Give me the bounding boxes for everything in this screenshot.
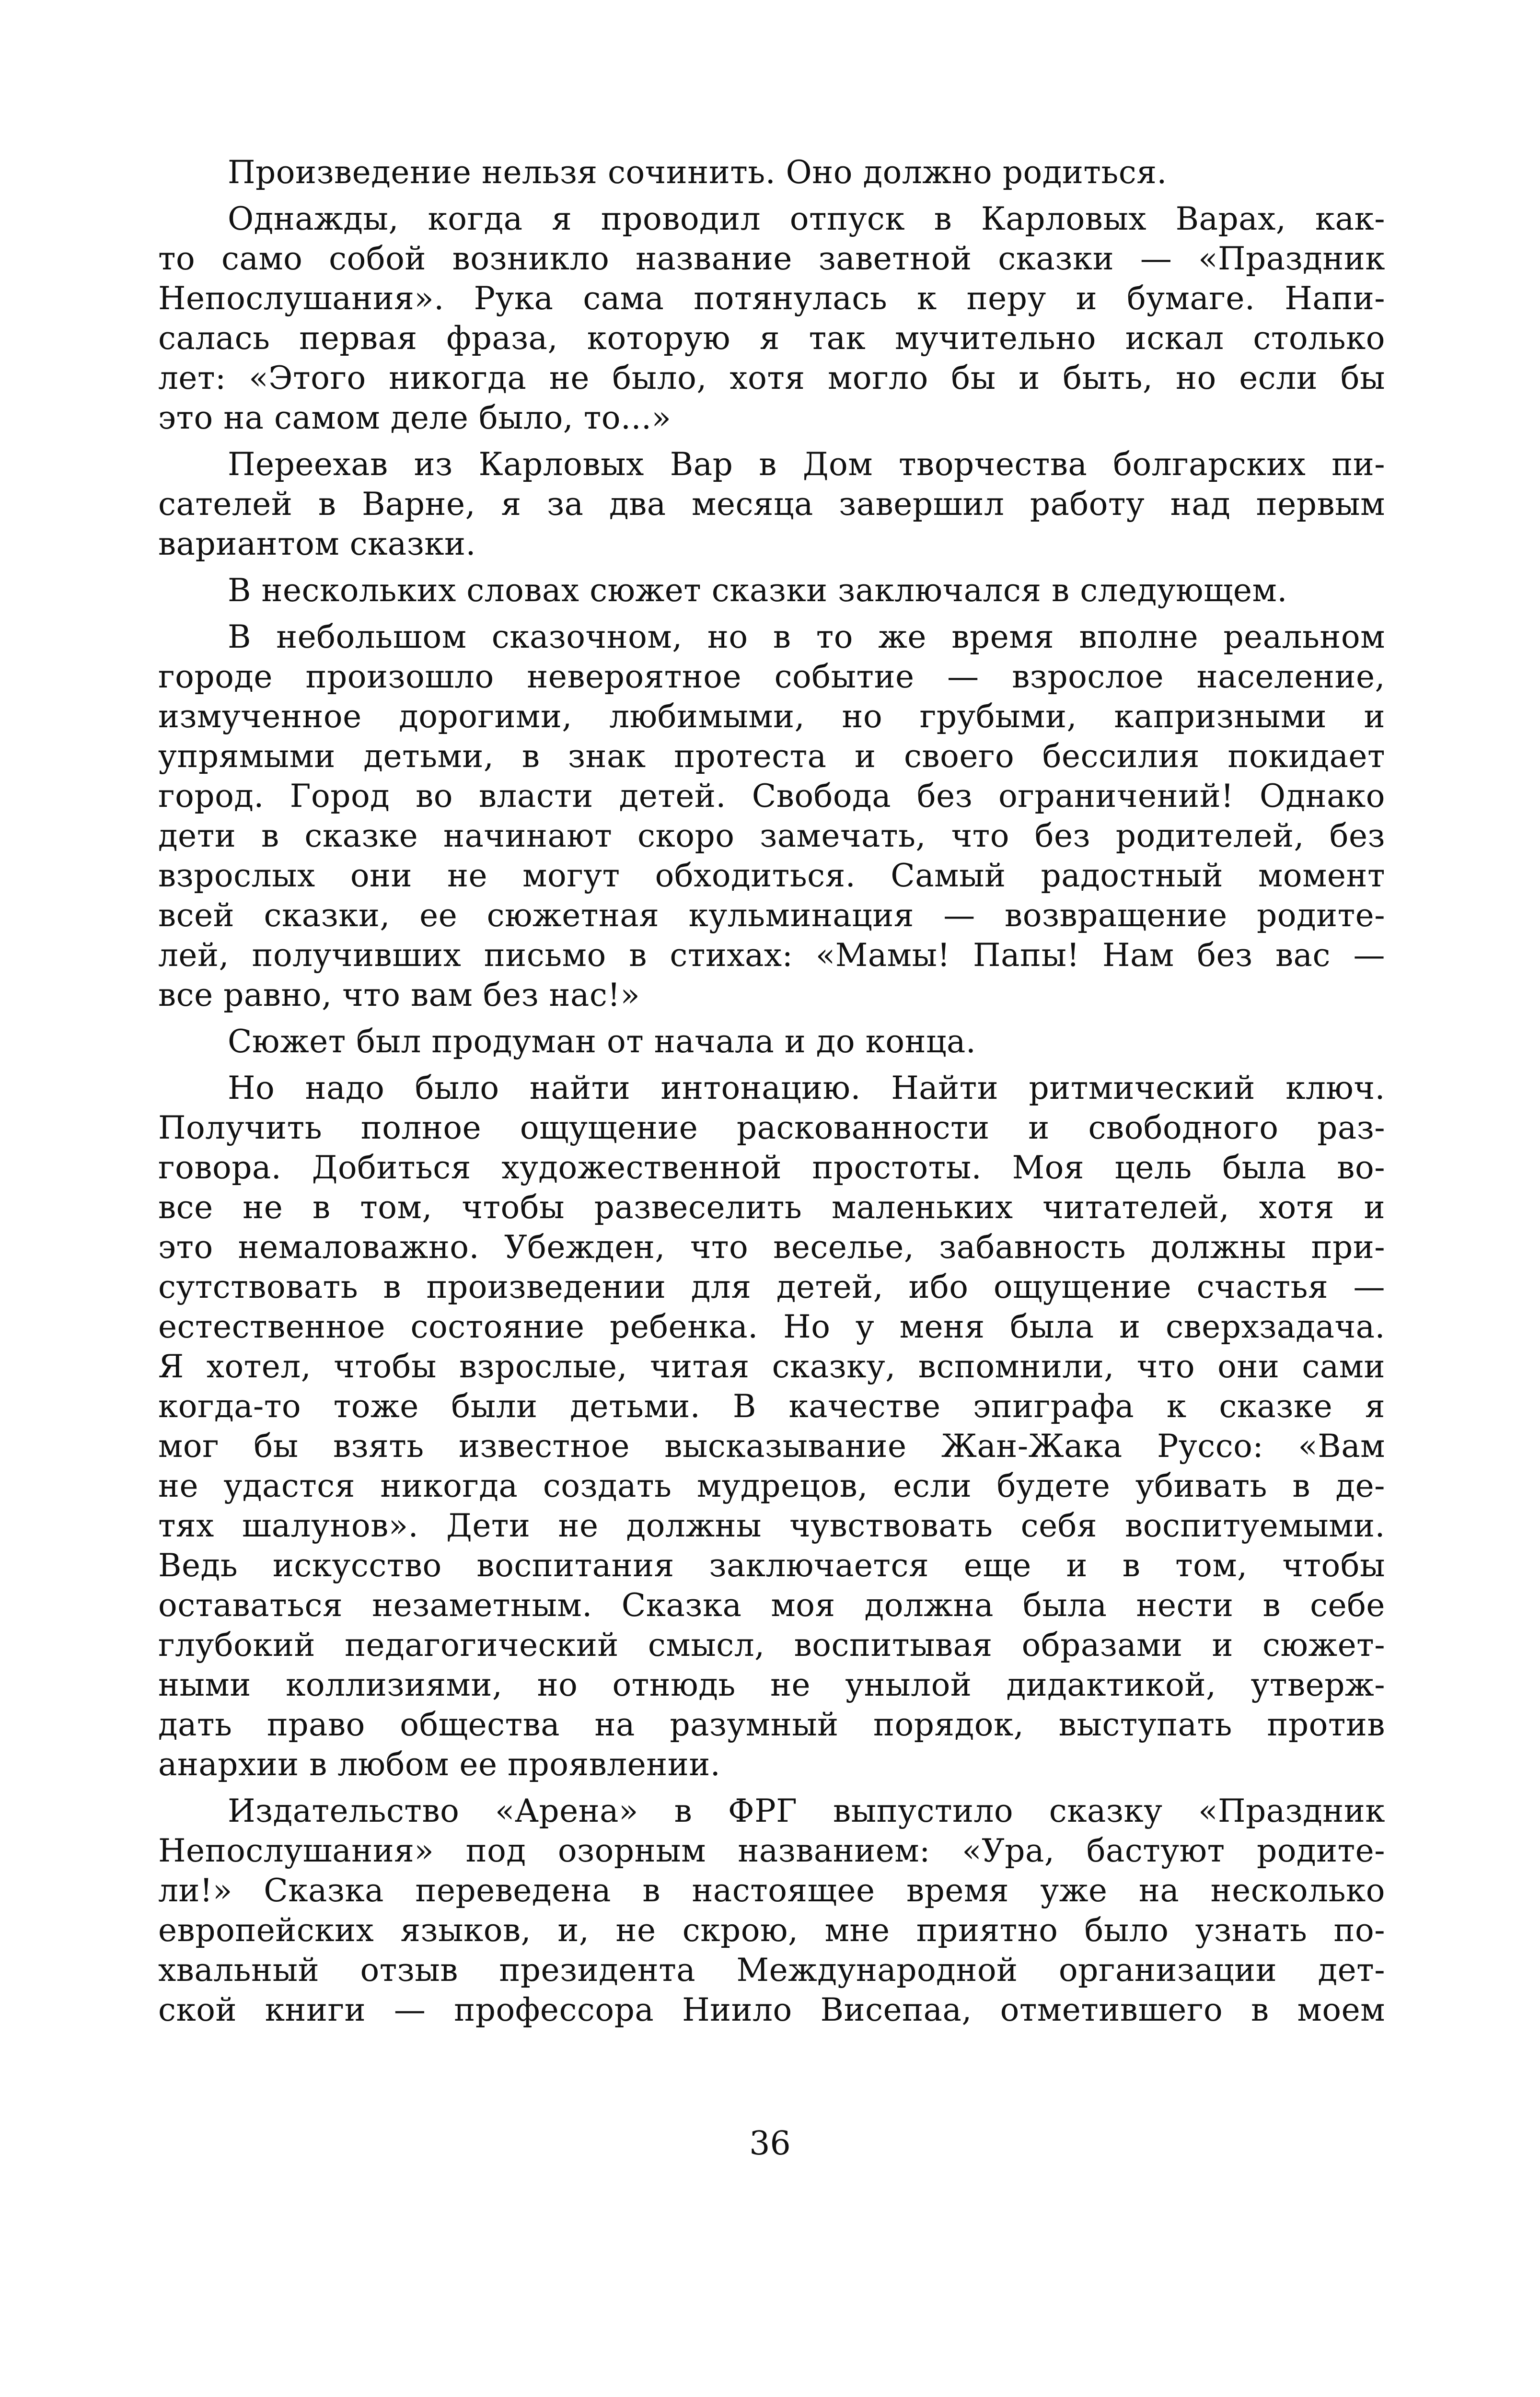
text-line: когда-то тоже были детьми. В качестве эпиграфа к сказке я (158, 1388, 1385, 1425)
text-line: все не в том, чтобы развеселить маленьких читателей, хотя и (158, 1189, 1385, 1226)
text-line: мог бы взять известное высказывание Жан-Жака Руссо: «Вам (158, 1428, 1385, 1465)
text-line: ными коллизиями, но отнюдь не унылой дидактикой, утверж- (158, 1666, 1385, 1703)
text-line: хвальный отзыв президента Международной организации дет- (158, 1952, 1385, 1989)
text-line: дети в сказке начинают скоро замечать, что без родителей, без (158, 817, 1385, 854)
text-line: европейских языков, и, не скрою, мне приятно было узнать по- (158, 1912, 1385, 1949)
text-line: Сюжет был продуман от начала и до конца. (228, 1023, 976, 1060)
text-line: салась первая фраза, которую я так мучительно искал столько (158, 320, 1385, 357)
text-line: Я хотел, чтобы взрослые, читая сказку, вспомнили, что они сами (158, 1348, 1385, 1385)
paragraph (158, 570, 1385, 610)
paragraph (158, 1022, 1385, 1061)
paragraph (158, 1791, 1385, 2030)
text-line: городе произошло невероятное событие — взрослое население, (158, 658, 1385, 695)
text-line: Получить полное ощущение раскованности и свободного раз- (158, 1109, 1385, 1146)
text-line: не удастся никогда создать мудрецов, если будете убивать в де- (158, 1467, 1385, 1504)
text-line: сутствовать в произведении для детей, ибо ощущение счастья — (158, 1268, 1385, 1305)
text-line: В небольшом сказочном, но в то же время вполне реальном (228, 618, 1385, 655)
text-line: город. Город во власти детей. Свобода без ограничений! Однако (158, 778, 1385, 815)
paragraph (158, 1068, 1385, 1784)
text-line: все равно, что вам без нас!» (158, 977, 640, 1013)
text-line: Но надо было найти интонацию. Найти ритмический ключ. (228, 1070, 1385, 1106)
text-line: глубокий педагогический смысл, воспитывая образами и сюжет- (158, 1627, 1385, 1664)
text-line: Издательство «Арена» в ФРГ выпустило сказку «Праздник (228, 1792, 1385, 1829)
paragraph (158, 444, 1385, 564)
text-line: дать право общества на разумный порядок, выступать против (158, 1706, 1385, 1743)
page-number: 36 (749, 2125, 791, 2163)
text-line: В нескольких словах сюжет сказки заключался в следующем. (228, 572, 1287, 609)
text-line: Ведь искусство воспитания заключается еще и в том, чтобы (158, 1547, 1385, 1584)
text-line: вариантом сказки. (158, 525, 476, 562)
text-line: измученное дорогими, любимыми, но грубыми, капризными и (158, 698, 1385, 735)
text-line: лет: «Этого никогда не было, хотя могло бы и быть, но если бы (158, 360, 1385, 396)
text-line: Однажды, когда я проводил отпуск в Карловых Варах, как- (228, 200, 1385, 237)
text-line: тях шалунов». Дети не должны чувствовать себя воспитуемыми. (158, 1507, 1385, 1544)
paragraph (158, 199, 1385, 438)
text-line: естественное состояние ребенка. Но у меня была и сверхзадача. (158, 1308, 1385, 1345)
page-body (158, 152, 1385, 2036)
text-line: лей, получивших письмо в стихах: «Мамы! Папы! Нам без вас — (158, 937, 1385, 974)
text-line: всей сказки, ее сюжетная кульминация — возвращение родите- (158, 897, 1385, 934)
text-line: Непослушания». Рука сама потянулась к перу и бумаге. Напи- (158, 280, 1385, 317)
paragraph (158, 152, 1385, 192)
text-line: ской книги — профессора Ниило Висепаа, отметившего в моем (158, 1991, 1385, 2028)
text-line: это на самом деле было, то...» (158, 399, 672, 436)
text-line: оставаться незаметным. Сказка моя должна была нести в себе (158, 1587, 1385, 1624)
text-line: сателей в Варне, я за два месяца завершил работу над первым (158, 486, 1385, 523)
text-line: то само собой возникло название заветной сказки — «Праздник (158, 240, 1385, 277)
text-line: упрямыми детьми, в знак протеста и своего бессилия покидает (158, 738, 1385, 775)
text-line: говора. Добиться художественной простоты. Моя цель была во- (158, 1149, 1385, 1186)
text-line: взрослых они не могут обходиться. Самый радостный момент (158, 857, 1385, 894)
text-line: ли!» Сказка переведена в настоящее время уже на несколько (158, 1872, 1385, 1909)
paragraph (158, 617, 1385, 1015)
text-line: анархии в любом ее проявлении. (158, 1746, 721, 1783)
text-line: Произведение нельзя сочинить. Оно должно родиться. (228, 154, 1167, 191)
text-line: Непослушания» под озорным названием: «Ура, бастуют родите- (158, 1832, 1385, 1869)
text-line: Переехав из Карловых Вар в Дом творчества болгарских пи- (228, 446, 1385, 483)
text-line: это немаловажно. Убежден, что веселье, забавность должны при- (158, 1229, 1385, 1266)
